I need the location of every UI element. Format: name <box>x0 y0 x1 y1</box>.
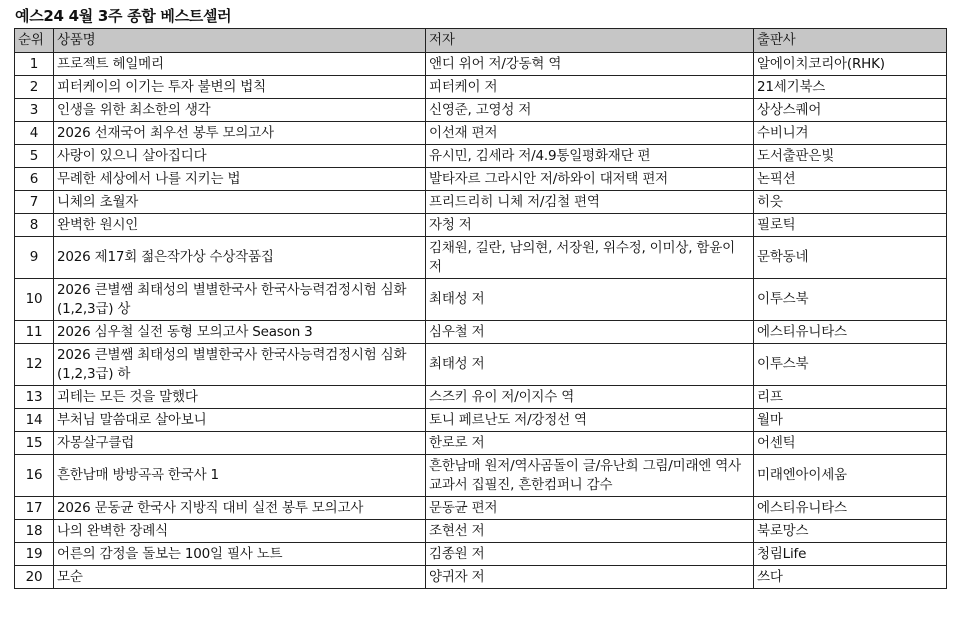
table-row <box>15 99 947 122</box>
author-cell: 김채원, 길란, 남의현, 서장원, 위수정, 이미상, 함윤이 저 <box>426 237 754 279</box>
table-row <box>15 386 947 409</box>
table-body <box>15 53 947 589</box>
author-cell: 양귀자 저 <box>426 566 754 589</box>
author-cell: 발타자르 그라시안 저/하와이 대저택 편저 <box>426 168 754 191</box>
title-cell: 프로젝트 헤일메리 <box>54 53 426 76</box>
rank-cell: 14 <box>15 409 54 432</box>
rank-cell: 11 <box>15 321 54 344</box>
title-cell: 2026 큰별쌤 최태성의 별별한국사 한국사능력검정시험 심화(1,2,3급) 하 <box>54 344 426 386</box>
publisher-cell: 알에이치코리아(RHK) <box>754 53 947 76</box>
title-cell: 2026 선재국어 최우선 봉투 모의고사 <box>54 122 426 145</box>
author-cell: 김종원 저 <box>426 543 754 566</box>
author-cell: 문동균 편저 <box>426 497 754 520</box>
author-cell: 심우철 저 <box>426 321 754 344</box>
publisher-cell: 어센틱 <box>754 432 947 455</box>
rank-cell: 6 <box>15 168 54 191</box>
publisher-cell: 이투스북 <box>754 279 947 321</box>
page-title: 예스24 4월 3주 종합 베스트셀러 <box>15 7 232 25</box>
publisher-cell: 북로망스 <box>754 520 947 543</box>
title-cell: 2026 문동균 한국사 지방직 대비 실전 봉투 모의고사 <box>54 497 426 520</box>
table-row <box>15 409 947 432</box>
rank-cell: 7 <box>15 191 54 214</box>
table-row <box>15 321 947 344</box>
author-cell: 한로로 저 <box>426 432 754 455</box>
author-cell: 최태성 저 <box>426 279 754 321</box>
table-row <box>15 53 947 76</box>
table-row <box>15 168 947 191</box>
publisher-cell: 에스티유니타스 <box>754 321 947 344</box>
title-cell: 괴테는 모든 것을 말했다 <box>54 386 426 409</box>
table-row <box>15 145 947 168</box>
rank-cell: 12 <box>15 344 54 386</box>
table-row <box>15 432 947 455</box>
publisher-cell: 청림Life <box>754 543 947 566</box>
author-cell: 조현선 저 <box>426 520 754 543</box>
rank-cell: 17 <box>15 497 54 520</box>
rank-cell: 19 <box>15 543 54 566</box>
rank-cell: 18 <box>15 520 54 543</box>
header-publisher: 출판사 <box>754 29 947 53</box>
table-header-row <box>15 29 947 53</box>
publisher-cell: 이투스북 <box>754 344 947 386</box>
table-row <box>15 543 947 566</box>
author-cell: 자청 저 <box>426 214 754 237</box>
table-row <box>15 566 947 589</box>
publisher-cell: 리프 <box>754 386 947 409</box>
title-cell: 모순 <box>54 566 426 589</box>
author-cell: 앤디 위어 저/강동혁 역 <box>426 53 754 76</box>
rank-cell: 8 <box>15 214 54 237</box>
rank-cell: 2 <box>15 76 54 99</box>
publisher-cell: 필로틱 <box>754 214 947 237</box>
title-cell: 2026 제17회 젊은작가상 수상작품집 <box>54 237 426 279</box>
rank-cell: 16 <box>15 455 54 497</box>
rank-cell: 9 <box>15 237 54 279</box>
header-author: 저자 <box>426 29 754 53</box>
publisher-cell: 쓰다 <box>754 566 947 589</box>
author-cell: 토니 페르난도 저/강정선 역 <box>426 409 754 432</box>
title-cell: 부처님 말씀대로 살아보니 <box>54 409 426 432</box>
title-cell: 사랑이 있으니 살아집디다 <box>54 145 426 168</box>
table-row <box>15 344 947 386</box>
publisher-cell: 논픽션 <box>754 168 947 191</box>
rank-cell: 3 <box>15 99 54 122</box>
table-row <box>15 214 947 237</box>
rank-cell: 4 <box>15 122 54 145</box>
table-row <box>15 237 947 279</box>
publisher-cell: 미래엔아이세움 <box>754 455 947 497</box>
publisher-cell: 에스티유니타스 <box>754 497 947 520</box>
table-row <box>15 279 947 321</box>
table-row <box>15 122 947 145</box>
title-cell: 니체의 초월자 <box>54 191 426 214</box>
title-cell: 자몽살구클럽 <box>54 432 426 455</box>
bestseller-table <box>14 28 947 589</box>
rank-cell: 15 <box>15 432 54 455</box>
header-title: 상품명 <box>54 29 426 53</box>
author-cell: 신영준, 고영성 저 <box>426 99 754 122</box>
title-cell: 인생을 위한 최소한의 생각 <box>54 99 426 122</box>
author-cell: 스즈키 유이 저/이지수 역 <box>426 386 754 409</box>
title-cell: 피터케이의 이기는 투자 불변의 법칙 <box>54 76 426 99</box>
rank-cell: 13 <box>15 386 54 409</box>
rank-cell: 1 <box>15 53 54 76</box>
header-rank: 순위 <box>15 29 54 53</box>
rank-cell: 10 <box>15 279 54 321</box>
title-cell: 나의 완벽한 장례식 <box>54 520 426 543</box>
title-cell: 2026 큰별쌤 최태성의 별별한국사 한국사능력검정시험 심화(1,2,3급) 상 <box>54 279 426 321</box>
publisher-cell: 수비니겨 <box>754 122 947 145</box>
publisher-cell: 도서출판은빛 <box>754 145 947 168</box>
title-cell: 2026 심우철 실전 동형 모의고사 Season 3 <box>54 321 426 344</box>
author-cell: 최태성 저 <box>426 344 754 386</box>
author-cell: 이선재 편저 <box>426 122 754 145</box>
publisher-cell: 월마 <box>754 409 947 432</box>
title-cell: 완벽한 원시인 <box>54 214 426 237</box>
table-row <box>15 520 947 543</box>
publisher-cell: 문학동네 <box>754 237 947 279</box>
title-cell: 어른의 감정을 돌보는 100일 필사 노트 <box>54 543 426 566</box>
table-row <box>15 455 947 497</box>
author-cell: 유시민, 김세라 저/4.9통일평화재단 편 <box>426 145 754 168</box>
table-row <box>15 76 947 99</box>
author-cell: 프리드리히 니체 저/김철 편역 <box>426 191 754 214</box>
publisher-cell: 상상스퀘어 <box>754 99 947 122</box>
author-cell: 흔한남매 원저/역사곰돌이 글/유난희 그림/미래엔 역사 교과서 집필진, 흔한컴퍼니 감수 <box>426 455 754 497</box>
table-row <box>15 497 947 520</box>
publisher-cell: 히읏 <box>754 191 947 214</box>
title-cell: 흔한남매 방방곡곡 한국사 1 <box>54 455 426 497</box>
publisher-cell: 21세기북스 <box>754 76 947 99</box>
author-cell: 피터케이 저 <box>426 76 754 99</box>
table-row <box>15 191 947 214</box>
rank-cell: 20 <box>15 566 54 589</box>
rank-cell: 5 <box>15 145 54 168</box>
title-cell: 무례한 세상에서 나를 지키는 법 <box>54 168 426 191</box>
